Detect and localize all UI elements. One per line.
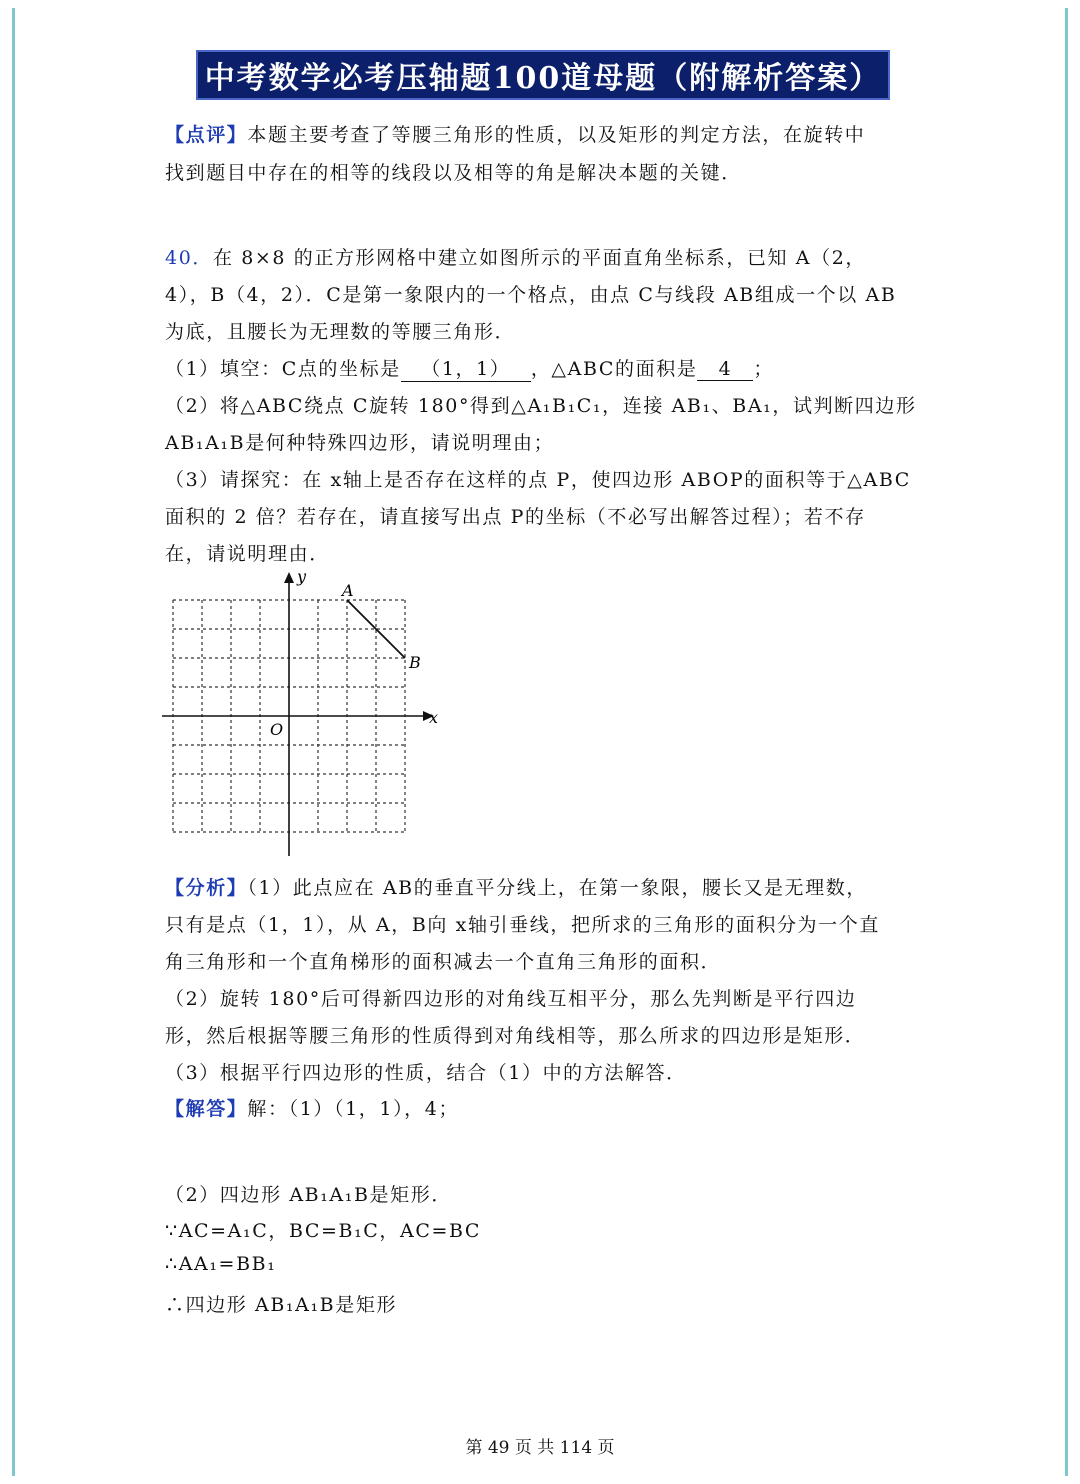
problem-line-3: 为底，且腰长为无理数的等腰三角形． (165, 321, 516, 343)
q1-suffix: ； (753, 358, 775, 380)
title-banner (196, 50, 890, 100)
solution-line-4: ∴AA₁=BB₁ (165, 1253, 277, 1275)
review-line-2: 找到题目中存在的相等的线段以及相等的角是解决本题的关键． (165, 162, 742, 184)
analysis-text-1: （1）此点应在 AB的垂直平分线上，在第一象限，腰长又是无理数， (247, 877, 867, 899)
page-footer: 第 49 页 共 114 页 (465, 1438, 615, 1458)
question-1 (165, 354, 774, 382)
solution-text-1: 解：（1）（1，1），4； (247, 1098, 460, 1120)
q1-prefix: （1）填空：C点的坐标是 (165, 358, 401, 380)
solution-line-1 (165, 1094, 459, 1121)
analysis-line-6: （3）根据平行四边形的性质，结合（1）中的方法解答． (165, 1062, 687, 1084)
analysis-line-1 (165, 873, 867, 900)
problem-text-1: 在 8×8 的正方形网格中建立如图所示的平面直角坐标系，已知 A（2， (212, 247, 867, 269)
solution-line-2: （2）四边形 AB₁A₁B是矩形． (165, 1184, 452, 1206)
problem-number: 40． (165, 247, 213, 269)
solution-tag: 【解答】 (165, 1098, 248, 1120)
review-line-1 (165, 120, 865, 147)
label-a: A (342, 581, 354, 600)
analysis-line-2: 只有是点（1，1），从 A，B向 x轴引垂线，把所求的三角形的面积分为一个直 (165, 914, 880, 936)
analysis-line-3: 角三角形和一个直角梯形的面积减去一个直角三角形的面积． (165, 951, 722, 973)
q1-answer-coordinate: （1，1） (401, 354, 531, 382)
solution-line-5: ∴四边形 AB₁A₁B是矩形 (165, 1294, 398, 1316)
y-axis-arrow (284, 572, 294, 583)
question-2-line-2: AB₁A₁B是何种特殊四边形，请说明理由； (165, 432, 555, 454)
question-3-line-2: 面积的 2 倍？若存在，请直接写出点 P的坐标（不必写出解答过程）；若不存 (165, 506, 866, 528)
page-title: 中考数学必考压轴题100道母题（附解析答案） (204, 61, 882, 96)
label-y: y (297, 567, 307, 586)
analysis-line-5: 形，然后根据等腰三角形的性质得到对角线相等，那么所求的四边形是矩形． (165, 1025, 866, 1047)
q1-mid: ，△ABC的面积是 (530, 358, 698, 380)
question-2-line-1: （2）将△ABC绕点 C旋转 180°得到△A₁B₁C₁，连接 AB₁、BA₁，试判断四边形 (165, 395, 917, 417)
review-tag: 【点评】 (165, 124, 248, 146)
analysis-tag: 【分析】 (165, 877, 248, 899)
analysis-line-4: （2）旋转 180°后可得新四边形的对角线互相平分，那么先判断是平行四边 (165, 988, 857, 1010)
label-b: B (409, 653, 421, 672)
coordinate-grid-figure (150, 560, 450, 860)
problem-line-2: 4），B（4，2）．C是第一象限内的一个格点，由点 C与线段 AB组成一个以 AB (165, 284, 897, 306)
label-x: x (429, 708, 439, 727)
review-text-1: 本题主要考查了等腰三角形的性质，以及矩形的判定方法，在旋转中 (247, 124, 866, 146)
problem-line-1 (165, 243, 866, 270)
q1-answer-area: 4 (697, 358, 753, 381)
label-o: O (270, 720, 284, 739)
solution-line-3: ∵AC=A₁C，BC=B₁C，AC=BC (165, 1220, 482, 1242)
question-3-line-1: （3）请探究：在 x轴上是否存在这样的点 P，使四边形 ABOP的面积等于△ABC (165, 469, 911, 491)
question-3-line-3: 在，请说明理由． (165, 543, 330, 565)
